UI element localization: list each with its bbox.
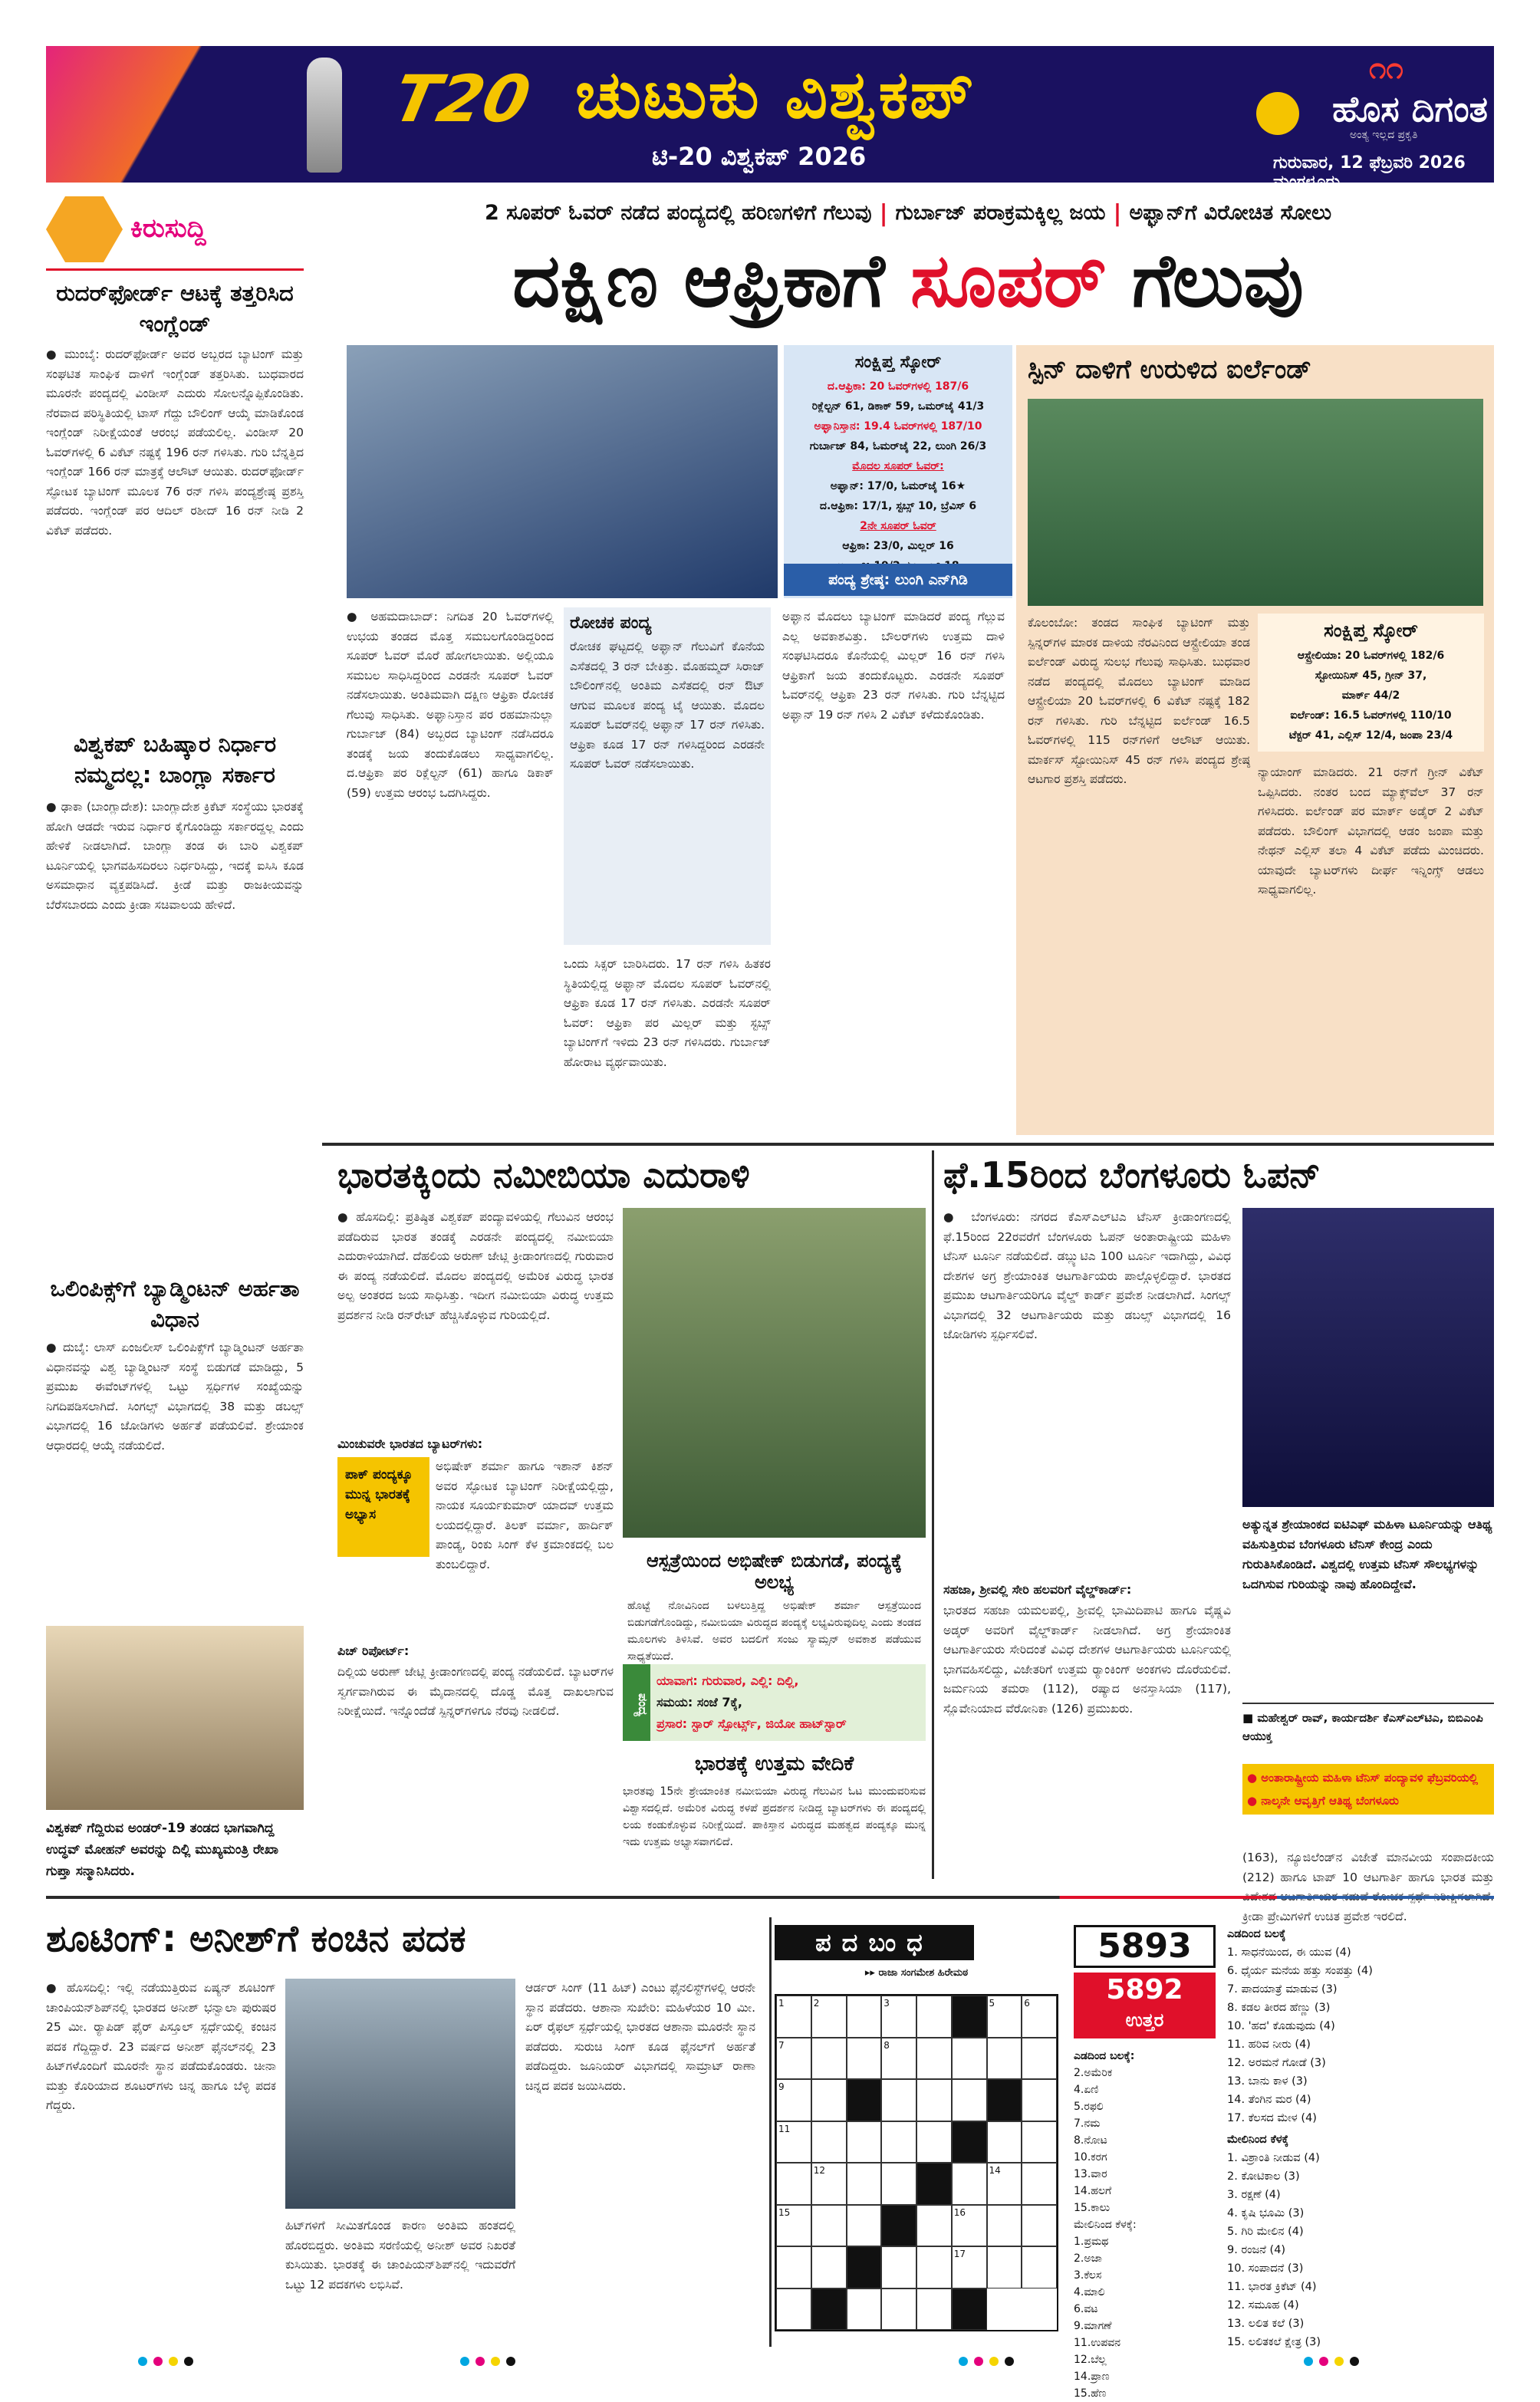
highlight: ● ನಾಲ್ಕನೇ ಆವೃತ್ತಿಗೆ ಆತಿಥ್ಯ ಬೆಂಗಳೂರು (1247, 1794, 1399, 1808)
crossword-cell[interactable] (987, 2079, 1022, 2121)
crossword-cell[interactable] (847, 2038, 882, 2080)
score-line: ಅಫ್ಘಾನಿಸ್ತಾನ: 19.4 ಓವರ್‌ಗಳಲ್ಲಿ 187/10 (814, 420, 982, 433)
highlight-box (1242, 1764, 1494, 1815)
crossword-cell[interactable] (881, 2205, 916, 2247)
crossword-cell[interactable] (881, 2121, 916, 2163)
header-decoration (46, 46, 307, 183)
story-body: ನ್ಯಾಯಾಂಗ್ ಮಾಡಿದರು. 21 ರನ್‌ಗೆ ಗ್ರೀನ್ ವಿಕೆಟ್ ಒಪ್ಪಿಸಿದರು. ನಂತರ ಬಂದ ಮ್ಯಾಕ್ಸ್‌ವೆಲ್ 37 ರನ್ ಗಳಿಸಿದರು. ಐರ್ಲೆಂಡ್ ಪರ ಮಾರ್ಕ್ ಅಡೈರ್ 2 ವಿಕೆಟ್ ಪಡೆದರು. ಬೌಲಿಂಗ್ ವಿಭಾಗದಲ್ಲಿ ಆಡಂ ಜಂಪಾ ಮತ್ತು ನೇಥನ್ ಎಲ್ಲಿಸ್ ತಲಾ 4 ವಿಕೆಟ್ ಪಡೆದು ಮಿಂಚಿದರು. ಯಾವುದೇ ಬ್ಯಾಟರ್‌ಗಳು ದೀರ್ಘ ಇನ್ನಿಂಗ್ಸ್ ಆಡಲು ಸಾಧ್ಯವಾಗಲಿಲ್ಲ. (1258, 765, 1484, 897)
story-body: ● ಹೊಸದಿಲ್ಲಿ: ಇಲ್ಲಿ ನಡೆಯುತ್ತಿರುವ ಏಷ್ಯನ್ ಶೂಟಿಂಗ್ ಚಾಂಪಿಯನ್‌ಶಿಪ್‌ನಲ್ಲಿ ಭಾರತದ ಅನೀಶ್ ಭನ್ವಾಲಾ ಪುರುಷರ 25 ಮೀ. ರ‍್ಯಾಪಿಡ್ ಫೈರ್ ಪಿಸ್ತೂಲ್ ಸ್ಪರ್ಧೆಯಲ್ಲಿ ಕಂಚಿನ ಪದಕ ಗೆದ್ದಿದ್ದಾರೆ. 23 ವರ್ಷದ ಅನೀಶ್ ಫೈನಲ್‌ನಲ್ಲಿ 23 ಹಿಟ್‌ಗಳೊಂದಿಗೆ ಮೂರನೇ ಸ್ಥಾನ ಪಡೆದುಕೊಂಡರು. ಚೀನಾ ಮತ್ತು ಕೊರಿಯಾದ ಶೂಟರ್‌ಗಳು ಚಿನ್ನ ಹಾಗೂ ಬೆಳ್ಳಿ ಪದಕ ಗೆದ್ದರು. (46, 1981, 276, 2112)
crossword-cell[interactable] (847, 2288, 882, 2331)
news-photo (46, 1626, 304, 1810)
crossword-cell[interactable] (1022, 2079, 1057, 2121)
story-body: (163), ನ್ಯೂಜಿಲೆಂಡ್‌ನ ವಿಜೇತೆ ಮಾನವೀಯ ಸಂಪಾದಕೀಯ (212) ಹಾಗೂ ಟಾಪ್ 10 ಆಟಗಾರ್ತಿ ಹಾಗೂ ಭಾರತ ಮತ್ತು ಕ್ರೀಡಾ ಪ್ರೇಮಿಗಳಿಗೆ ಉಚಿತ ಪ್ರವೇಶ ಇರಲಿದೆ. (1242, 1851, 1494, 1923)
score-line: ಐರ್ಲೆಂಡ್: 16.5 ಓವರ್‌ಗಳಲ್ಲಿ 110/10 (1290, 709, 1452, 722)
story-body: ● ದುಬೈ: ಲಾಸ್ ಏಂಜಲೀಸ್ ಒಲಿಂಪಿಕ್ಸ್‌ಗೆ ಬ್ಯಾಡ್ಮಿಂಟನ್ ಅರ್ಹತಾ ವಿಧಾನವನ್ನು ವಿಶ್ವ ಬ್ಯಾಡ್ಮಿಂಟನ್ ಸಂಸ್ಥೆ ಬಿಡುಗಡೆ ಮಾಡಿದ್ದು, 5 ಪ್ರಮುಖ ಈವೆಂಟ್‌ಗಳಲ್ಲಿ ಒಟ್ಟು ಸ್ಪರ್ಧಿಗಳ ಸಂಖ್ಯೆಯನ್ನು ನಿಗದಿಪಡಿಸಲಾಗಿದೆ. ಸಿಂಗಲ್ಸ್ ವಿಭಾಗದಲ್ಲಿ 38 ಮತ್ತು ಡಬಲ್ಸ್ ವಿಭಾಗದಲ್ಲಿ 16 ಜೋಡಿಗಳು ಅರ್ಹತೆ ಪಡೆಯಲಿವೆ. ಶ್ರೇಯಾಂಕ ಆಧಾರದಲ್ಲಿ ಆಯ್ಕೆ ನಡೆಯಲಿದೆ. (46, 1341, 304, 1453)
answer: 2.ಅಜಾ (1074, 2252, 1102, 2265)
crossword-cell[interactable] (952, 2288, 987, 2331)
crossword-cell[interactable] (811, 2121, 847, 2163)
prev-label: ಉತ್ತರ (1125, 2009, 1164, 2031)
section-title: ಚುಟುಕು ವಿಶ್ವಕಪ್ (575, 57, 976, 133)
crossword-cell[interactable]: 8 (881, 2038, 916, 2080)
story-body: ● ಹೊಸದಿಲ್ಲಿ: ಪ್ರತಿಷ್ಠಿತ ವಿಶ್ವಕಪ್ ಪಂದ್ಯಾವಳಿಯಲ್ಲಿ ಗೆಲುವಿನ ಆರಂಭ ಪಡೆದಿರುವ ಭಾರತ ತಂಡಕ್ಕೆ ಎರಡನೇ ಪಂದ್ಯದಲ್ಲಿ ನಮೀಬಿಯಾ ಎದುರಾಳಿಯಾಗಿದೆ. ದೆಹಲಿಯ ಅರುಣ್ ಜೇಟ್ಲಿ ಕ್ರೀಡಾಂಗಣದಲ್ಲಿ ಗುರುವಾರ ಈ ಪಂದ್ಯ ನಡೆಯಲಿದೆ. ಮೊದಲ ಪಂದ್ಯದಲ್ಲಿ ಅಮೆರಿಕ ವಿರುದ್ಧ ಭಾರತ ಅಲ್ಪ ಅಂತರದ ಜಯ ಸಾಧಿಸಿತ್ತು. ಇದೀಗ ನಮೀಬಿಯಾ ವಿರುದ್ಧ ಉತ್ತಮ ಪ್ರದರ್ಶನ ನೀಡಿ ರನ್‌ರೇಟ್ ಹೆಚ್ಚಿಸಿಕೊಳ್ಳುವ ಗುರಿಯಲ್ಲಿದೆ. (337, 1210, 614, 1322)
page-number: ೧೧ (1369, 51, 1403, 86)
clue-down: 13. ಲಲಿತ ಕಲೆ (3) (1227, 2318, 1305, 2330)
clue-across: 1. ಸಾಧನೆಯಿಂದ, ಈ ಯುವ (4) (1227, 1946, 1351, 1959)
crossword-cell[interactable]: 3 (881, 1996, 916, 2038)
clue-down: 10. ಸಂಪಾದನೆ (3) (1227, 2262, 1304, 2275)
crossword-cell[interactable]: 2 (811, 1996, 847, 2038)
callout-box: ಪಾಕ್ ಪಂದ್ಯಕ್ಕೂ ಮುನ್ನ ಭಾರತಕ್ಕೆ ಅಭ್ಯಾಸ (337, 1457, 429, 1557)
crossword-cell[interactable] (952, 2079, 987, 2121)
crossword-cell[interactable] (987, 2038, 1022, 2080)
crossword-cell[interactable] (881, 2246, 916, 2288)
clue-down: 12. ಸಮೂಹ (4) (1227, 2299, 1299, 2312)
crossword-cell[interactable]: 5 (987, 1996, 1022, 2038)
masthead (46, 46, 1494, 192)
story-headline: ಭಾರತಕ್ಕೆ ಉತ್ತಮ ವೇದಿಕೆ (694, 1752, 854, 1775)
story-body: ಕೊಲಂಬೋ: ತಂಡದ ಸಾಂಘಿಕ ಬ್ಯಾಟಿಂಗ್ ಮತ್ತು ಸ್ಪಿನ್ನರ್‌ಗಳ ಮಾರಕ ದಾಳಿಯ ನೆರವಿನಿಂದ ಆಸ್ಟ್ರೇಲಿಯಾ ತಂಡ ಐರ್ಲೆಂಡ್ ವಿರುದ್ಧ ಸುಲಭ ಗೆಲುವು ಸಾಧಿಸಿತು. ಬುಧವಾರ ನಡೆದ ಪಂದ್ಯದಲ್ಲಿ ಮೊದಲು ಬ್ಯಾಟಿಂಗ್ ಮಾಡಿದ ಆಸ್ಟ್ರೇಲಿಯಾ 20 ಓವರ್‌ಗಳಲ್ಲಿ 6 ವಿಕೆಟ್ ನಷ್ಟಕ್ಕೆ 182 ರನ್ ಗಳಿಸಿತು. ಗುರಿ ಬೆನ್ನಟ್ಟಿದ ಐರ್ಲೆಂಡ್ 16.5 ಓವರ್‌ಗಳಲ್ಲಿ 115 ರನ್‌ಗಳಿಗೆ ಆಲೌಟ್ ಆಯಿತು. ಮಾರ್ಕಸ್ ಸ್ಟೋಯಿನಿಸ್ 45 ರನ್ ಗಳಿಸಿ ಪಂದ್ಯದ ಶ್ರೇಷ್ಠ ಆಟಗಾರ ಪ್ರಶಸ್ತಿ ಪಡೆದರು. (1028, 616, 1250, 786)
score-line: ರಿಕ್ಲೆಲ್ಟನ್ 61, ಡಿಕಾಕ್ 59, ಒಮರ್‌ಜೈ 41/3 (811, 400, 985, 413)
crossword-cell[interactable] (916, 2288, 952, 2331)
story-body: ಭಾರತವು 15ನೇ ಶ್ರೇಯಾಂಕಿತ ನಮೀಬಿಯಾ ವಿರುದ್ಧ ಗೆಲುವಿನ ಓಟ ಮುಂದುವರಿಸುವ ವಿಶ್ವಾಸದಲ್ಲಿದೆ. ಅಮೆರಿಕ ವಿರುದ್ಧ ಕಳಪೆ ಪ್ರದರ್ಶನ ನೀಡಿದ್ದ ಬ್ಯಾಟರ್‌ಗಳು ಈ ಪಂದ್ಯದಲ್ಲಿ ಲಯ ಕಂಡುಕೊಳ್ಳುವ ನಿರೀಕ್ಷೆಯಿದೆ. ಪಾಕಿಸ್ತಾನ ವಿರುದ್ಧದ ಮಹತ್ವದ ಪಂದ್ಯಕ್ಕೂ ಮುನ್ನ ಇದು ಉತ್ತಮ ಅಭ್ಯಾಸವಾಗಲಿದೆ. (623, 1785, 926, 1848)
newspaper-name: ಹೊಸ ದಿಗಂತ (1332, 88, 1488, 130)
crossword-cell[interactable] (1022, 2163, 1057, 2205)
hand-icon (46, 196, 123, 262)
crossword-cell[interactable]: 17 (952, 2246, 987, 2288)
answer: ಮೇಲಿನಿಂದ ಕೆಳಕ್ಕೆ: (1074, 2219, 1137, 2231)
trophy-icon (307, 58, 342, 173)
answers-title: ಎಡದಿಂದ ಬಲಕ್ಕೆ: (1074, 2050, 1135, 2062)
crossword-cell[interactable] (952, 2163, 987, 2205)
crossword-cell[interactable] (811, 2288, 847, 2331)
crossword-cell[interactable] (847, 2121, 882, 2163)
crossword-cell[interactable] (811, 2038, 847, 2080)
crossword-cell[interactable] (847, 2163, 882, 2205)
score-box (1258, 614, 1484, 752)
main-headline: ದಕ್ಷಿಣ ಆಫ್ರಿಕಾಗೆ ಸೂಪರ್ ಗೆಲುವು (512, 238, 1304, 324)
story-body: ಹಿಟ್‌ಗಳಿಗೆ ಸೀಮಿತಗೊಂಡ ಕಾರಣ ಅಂತಿಮ ಹಂತದಲ್ಲಿ ಹೊರಬಿದ್ದರು. ಅಂತಿಮ ಸರಣಿಯಲ್ಲಿ ಅನೀಶ್ ಅವರ ನಿಖರತೆ ಕುಸಿಯಿತು. ಭಾರತಕ್ಕೆ ಈ ಚಾಂಪಿಯನ್‌ಶಿಪ್‌ನಲ್ಲಿ ಇದುವರೆಗೆ ಒಟ್ಟು 12 ಪದಕಗಳು ಲಭಿಸಿವೆ. (285, 2219, 515, 2292)
kirusuddi-label (46, 196, 304, 262)
crossword-cell[interactable] (916, 2079, 952, 2121)
score-line: ದ.ಆಫ್ರಿಕಾ: 20 ಓವರ್‌ಗಳಲ್ಲಿ 187/6 (827, 380, 969, 393)
score-line: ಅಫ್ಘಾನ್: 17/0, ಓಮರ್‌ಜೈ 16★ (830, 480, 966, 492)
print-registration-dots (138, 2354, 199, 2365)
crossword-cell[interactable] (1022, 2246, 1057, 2288)
story-body: ಭಾರತದ ಸಹಜಾ ಯಮಲಪಲ್ಲಿ, ಶ್ರೀವಲ್ಲಿ ಭಾಮಿದಿಪಾಟಿ ಹಾಗೂ ವೈಷ್ಣವಿ ಅಡ್ಕರ್ ಅವರಿಗೆ ವೈಲ್ಡ್‌ಕಾರ್ಡ್ ನೀಡಲಾಗಿದೆ. ಅಗ್ರ ಶ್ರೇಯಾಂಕಿತ ಆಟಗಾರ್ತಿಯರು ಸೇರಿದಂತೆ ವಿವಿಧ ದೇಶಗಳ ಆಟಗಾರ್ತಿಯರು ಟೂರ್ನಿಯಲ್ಲಿ ಭಾಗವಹಿಸಲಿದ್ದು, ವಿಜೇತರಿಗೆ ಉತ್ತಮ ರ‍್ಯಾಂಕಿಂಗ್ ಅಂಕಗಳು ದೊರೆಯಲಿವೆ. ಜರ್ಮನಿಯ ತಮರಾ (112), ರಷ್ಯಾದ ಅನಸ್ತಾಸಿಯಾ (117), ಸ್ಲೊವೇನಿಯಾದ ವೆರೋನಿಕಾ (126) ಪ್ರಮುಖರು. (943, 1604, 1231, 1716)
crossword-cell[interactable] (916, 2121, 952, 2163)
clue-across: 17. ಕೆಲಸದ ಮೇಳ (4) (1227, 2112, 1317, 2124)
sidebar-body: ರೋಚಕ ಘಟ್ಟದಲ್ಲಿ ಅಫ್ಘಾನ್ ಗೆಲುವಿಗೆ ಕೊನೆಯ ಎಸೆತದಲ್ಲಿ 3 ರನ್ ಬೇಕಿತ್ತು. ಮೊಹಮ್ಮದ್ ಸಿರಾಜ್ ಬೌಲಿಂಗ್‌ನಲ್ಲಿ ಅಂತಿಮ ಎಸೆತದಲ್ಲಿ ರನ್ ಔಟ್ ಆಗುವ ಮೂಲಕ ಪಂದ್ಯ ಟೈ ಆಯಿತು. ಮೊದಲ ಸೂಪರ್ ಓವರ್‌ನಲ್ಲಿ ಅಫ್ಘಾನ್ 17 ರನ್ ಗಳಿಸಿತು. ಆಫ್ರಿಕಾ ಕೂಡ 17 ರನ್ ಗಳಿಸಿದ್ದರಿಂದ ಎರಡನೇ ಸೂಪರ್ ಓವರ್ ನಡೆಸಲಾಯಿತು. (570, 640, 765, 771)
story-body: ದಿಲ್ಲಿಯ ಅರುಣ್ ಜೇಟ್ಲಿ ಕ್ರೀಡಾಂಗಣದಲ್ಲಿ ಪಂದ್ಯ ನಡೆಯಲಿದೆ. ಬ್ಯಾಟರ್‌ಗಳ ಸ್ವರ್ಗವಾಗಿರುವ ಈ ಮೈದಾನದಲ್ಲಿ ದೊಡ್ಡ ಮೊತ್ತ ದಾಖಲಾಗುವ ನಿರೀಕ್ಷೆಯಿದೆ. ಇನ್ನೊಂದೆಡೆ ಸ್ಪಿನ್ನರ್‌ಗಳಿಗೂ ನೆರವು ನೀಡಲಿದೆ. (337, 1665, 614, 1718)
score-lines (790, 377, 1006, 576)
crossword-number: 5893 (1074, 1925, 1216, 1968)
crossword-cell[interactable] (881, 2163, 916, 2205)
match-hour: ಸಮಯ: ಸಂಜೆ 7ಕ್ಕೆ, (656, 1695, 742, 1709)
divider (46, 1896, 1494, 1899)
clue-down: 2. ಕೋಟಿಕಾಲ (3) (1227, 2170, 1300, 2183)
subhead: ಸಹಜಾ, ಶ್ರೀವಲ್ಲಿ ಸೇರಿ ಹಲವರಿಗೆ ವೈಲ್ಡ್‌ಕಾರ್ಡ್: (943, 1582, 1132, 1597)
practice-photo (623, 1208, 926, 1538)
story-headline: ಆಸ್ಪತ್ರೆಯಿಂದ ಅಭಿಷೇಕ್ ಬಿಡುಗಡೆ, ಪಂದ್ಯಕ್ಕೆ ಅಲಭ್ಯ (646, 1550, 903, 1593)
answer: 12.ಬೆಲ್ಲ (1074, 2354, 1107, 2366)
crossword-cell[interactable] (916, 1996, 952, 2038)
crossword-cell[interactable]: 1 (776, 1996, 811, 2038)
subhead: ಪಿಚ್ ರಿಪೋರ್ಟ್: (337, 1644, 410, 1658)
crossword-setter: ▸▸ ರಾಜಾ ಸಂಗಮೇಶ ಹಿರೇಮಠ (864, 1967, 969, 1979)
crossword-cell[interactable]: 15 (776, 2205, 811, 2247)
player-of-match: ಪಂದ್ಯ ಶ್ರೇಷ್ಠ: ಲುಂಗಿ ಎನ್‌ಗಿಡಿ (784, 564, 1012, 596)
print-registration-dots (460, 2354, 522, 2365)
score-title: ಸಂಕ್ಷಿಪ್ತ ಸ್ಕೋರ್ (854, 353, 942, 372)
story-headline: ಫೆ.15ರಿಂದ ಬೆಂಗಳೂರು ಓಪನ್ (943, 1154, 1321, 1196)
crossword-cell[interactable] (776, 2246, 811, 2288)
broadcast: ಪ್ರಸಾರ: ಸ್ಟಾರ್ ಸ್ಪೋರ್ಟ್ಸ್, ಜಿಯೋ ಹಾಟ್‌ಸ್ಟಾರ್ (656, 1716, 847, 1731)
cricket-photo (347, 345, 778, 598)
clue-across: 6. ಧೈರ್ಯ ಮನೆಯ ಹತ್ತು ಸಂಪತ್ತು (4) (1227, 1965, 1373, 1977)
crossword-cell[interactable]: 6 (1022, 1996, 1057, 2038)
crossword-cell[interactable] (987, 2121, 1022, 2163)
story-headline: ವಿಶ್ವಕಪ್ ಬಹಿಷ್ಕಾರ ನಿರ್ಧಾರ ನಮ್ಮದಲ್ಲ: ಬಾಂಗ್ಲಾ ಸರ್ಕಾರ (73, 731, 277, 788)
newspaper-tagline: ಅಂತ್ಯ ಇಲ್ಲದ ಪ್ರಕೃತಿ (1350, 129, 1418, 141)
clue-down: 11. ಭಾರತ ಕ್ರಿಕೆಟ್ (4) (1227, 2281, 1317, 2293)
crossword-cell[interactable] (776, 2163, 811, 2205)
clue-across: 11. ಹರಿವ ನೀರು (4) (1227, 2038, 1311, 2051)
quote-author: ■ ಮಹೇಶ್ವರ್ ರಾವ್, ಕಾರ್ಯದರ್ಶಿ ಕೆಎಸ್‌ಎಲ್‌ಟಿಎ, ಬಿಬಿಎಂಪಿ ಆಯುಕ್ತ (1242, 1703, 1494, 1746)
divider (46, 268, 304, 271)
crossword-cell[interactable] (916, 2038, 952, 2080)
crossword-cell[interactable] (811, 2205, 847, 2247)
score-line: 2ನೇ ಸೂಪರ್ ಓವರ್ (860, 520, 936, 532)
kicker-bar: 2 ಸೂಪರ್ ಓವರ್ ನಡೆದ ಪಂದ್ಯದಲ್ಲಿ ಹರಿಣಗಳಿಗೆ ಗೆಲುವು | ಗುರ್ಬಾಜ್ ಪರಾಕ್ರಮಕ್ಕಿಲ್ಲ ಜಯ | ಅಫ್ಘಾನ್‌ಗೆ ವಿರೋಚಿತ ಸೋಲು (484, 199, 1332, 227)
score-line: ಆಸ್ಟ್ರೇಲಿಯಾ: 20 ಓವರ್‌ಗಳಲ್ಲಿ 182/6 (1297, 650, 1445, 662)
crossword-cell[interactable]: 9 (776, 2079, 811, 2121)
clue-across: 12. ಅರಮನೆ ಗೋಡೆ (3) (1227, 2057, 1326, 2069)
answer: 15.ಹೆಣ (1074, 2387, 1107, 2400)
story-body: ಅಫ್ಘಾನ ಮೊದಲು ಬ್ಯಾಟಿಂಗ್ ಮಾಡಿದರೆ ಪಂದ್ಯ ಗೆಲ್ಲುವ ಎಲ್ಲ ಅವಕಾಶವಿತ್ತು. ಬೌಲರ್‌ಗಳು ಉತ್ತಮ ದಾಳಿ ಸಂಘಟಿಸಿದರೂ ಕೊನೆಯಲ್ಲಿ ಮಿಲ್ಲರ್ 16 ರನ್ ಗಳಿಸಿ ಆಫ್ರಿಕಾಗೆ ಜಯ ತಂದುಕೊಟ್ಟರು. ಎರಡನೇ ಸೂಪರ್ ಓವರ್‌ನಲ್ಲಿ ಆಫ್ರಿಕಾ 23 ರನ್ ಗಳಿಸಿತು. ಗುರಿ ಬೆನ್ನಟ್ಟಿದ ಅಫ್ಘಾನ್ 19 ರನ್ ಗಳಿಸಿ 2 ವಿಕೆಟ್ ಕಳೆದುಕೊಂಡಿತು. (782, 610, 1005, 722)
story-body: ● ಮುಂಬೈ: ರುದರ್‌ಫೋರ್ಡ್ ಅವರ ಅಬ್ಬರದ ಬ್ಯಾಟಿಂಗ್ ಮತ್ತು ಸಂಘಟಿತ ಸಾಂಘಿಕ ದಾಳಿಗೆ ಇಂಗ್ಲೆಂಡ್ ತತ್ತರಿಸಿತು. ಬುಧವಾರದ ಮೂರನೇ ಪಂದ್ಯದಲ್ಲಿ ವಿಂಡೀಸ್ ಎದುರು ಸೋಲನ್ನೊಪ್ಪಿಕೊಂಡಿತು. ನೆರವಾದ ಪರಿಸ್ಥಿತಿಯಲ್ಲಿ ಟಾಸ್ ಗೆದ್ದು ಬೌಲಿಂಗ್ ಆಯ್ಕೆ ಮಾಡಿಕೊಂಡ ಇಂಗ್ಲೆಂಡ್ ನಿರೀಕ್ಷೆಯಂತೆ ಆರಂಭ ಪಡೆಯಲಿಲ್ಲ. ವಿಂಡೀಸ್ 20 ಓವರ್‌ಗಳಲ್ಲಿ 6 ವಿಕೆಟ್ ನಷ್ಟಕ್ಕೆ 196 ರನ್ ಗಳಿಸಿತು. ಗುರಿ ಬೆನ್ನತ್ತಿದ ಇಂಗ್ಲೆಂಡ್ 166 ರನ್ ಮಾತ್ರಕ್ಕೆ ಆಲೌಟ್ ಆಯಿತು. ರುದರ್‌ಫೋರ್ಡ್ ಸ್ಫೋಟಕ ಬ್ಯಾಟಿಂಗ್ ಮೂಲಕ 76 ರನ್ ಗಳಿಸಿ ಪಂದ್ಯಶ್ರೇಷ್ಠ ಪ್ರಶಸ್ತಿ ಪಡೆದರು. ಇಂಗ್ಲೆಂಡ್ ಪರ ಆದಿಲ್ ರಶೀದ್ 16 ರನ್ ನೀಡಿ 2 ವಿಕೆಟ್ ಪಡೆದರು. (46, 347, 304, 538)
answer: 4.ಮಾಲಿ (1074, 2286, 1105, 2298)
crossword-cell[interactable] (1022, 2121, 1057, 2163)
clue-down: 15. ಲಲಿತಕಲೆ ಕ್ಷೇತ್ರ (3) (1227, 2336, 1321, 2348)
answer: 11.ಉಪವನ (1074, 2337, 1120, 2349)
crossword-cell[interactable] (916, 2163, 952, 2205)
crossword-cell[interactable]: 7 (776, 2038, 811, 2080)
story-body: ● ಢಾಕಾ (ಬಾಂಗ್ಲಾದೇಶ): ಬಾಂಗ್ಲಾದೇಶ ಕ್ರಿಕೆಟ್ ಸಂಸ್ಥೆಯು ಭಾರತಕ್ಕೆ ಹೋಗಿ ಆಡದೇ ಇರುವ ನಿರ್ಧಾರ ಕೈಗೊಂಡಿದ್ದು ಸರ್ಕಾರದ್ದಲ್ಲ ಎಂದು ಹೇಳಿಕೆ ನೀಡಲಾಗಿದೆ. ಬಾಂಗ್ಲಾ ತಂಡ ಈ ಬಾರಿ ವಿಶ್ವಕಪ್ ಟೂರ್ನಿಯಲ್ಲಿ ಭಾಗವಹಿಸದಿರಲು ನಿರ್ಧರಿಸಿದ್ದು, ಇದಕ್ಕೆ ಐಸಿಸಿ ಕೂಡ ಅಸಮಾಧಾನ ವ್ಯಕ್ತಪಡಿಸಿದೆ. ಕ್ರೀಡೆ ಮತ್ತು ರಾಜಕೀಯವನ್ನು ಬೆರೆಸಬಾರದು ಎಂದು ಕ್ರೀಡಾ ಸಚಿವಾಲಯ ಹೇಳಿದೆ. (46, 800, 304, 912)
kicker: 2 ಸೂಪರ್ ಓವರ್ ನಡೆದ ಪಂದ್ಯದಲ್ಲಿ ಹರಿಣಗಳಿಗೆ ಗೆಲುವು (484, 201, 872, 225)
answer: 4.ಏಣಿ (1074, 2084, 1099, 2096)
kicker: ಗುರ್ಬಾಜ್ ಪರಾಕ್ರಮಕ್ಕಿಲ್ಲ ಜಯ (895, 201, 1106, 225)
crossword-title: ಪದಬಂಧ (775, 1925, 974, 1960)
story-body: ಹೊಟ್ಟೆ ನೋವಿನಿಂದ ಬಳಲುತ್ತಿದ್ದ ಅಭಿಷೇಕ್ ಶರ್ಮಾ ಆಸ್ಪತ್ರೆಯಿಂದ ಬಿಡುಗಡೆಗೊಂಡಿದ್ದು, ನಮೀಬಿಯಾ ವಿರುದ್ಧದ ಪಂದ್ಯಕ್ಕೆ ಲಭ್ಯವಿರುವುದಿಲ್ಲ ಎಂದು ತಂಡದ ಮೂಲಗಳು ತಿಳಿಸಿವೆ. ಅವರ ಬದಲಿಗೆ ಸಂಜು ಸ್ಯಾಮ್ಸನ್ ಅವಕಾಶ ಪಡೆಯುವ ಸಾಧ್ಯತೆಯಿದೆ. (627, 1600, 921, 1663)
story-body: ● ಅಹಮದಾಬಾದ್: ನಿಗದಿತ 20 ಓವರ್‌ಗಳಲ್ಲಿ ಉಭಯ ತಂಡದ ಮೊತ್ತ ಸಮಬಲಗೊಂಡಿದ್ದರಿಂದ ಸೂಪರ್ ಓವರ್ ಮೊರೆ ಹೋಗಲಾಯಿತು. ಅಲ್ಲಿಯೂ ಸಮಬಲ ಸಾಧಿಸಿದ್ದರಿಂದ ಎರಡನೇ ಸೂಪರ್ ಓವರ್ ನಡೆಸಲಾಯಿತು. ಅಂತಿಮವಾಗಿ ದಕ್ಷಿಣ ಆಫ್ರಿಕಾ ರೋಚಕ ಗೆಲುವು ಸಾಧಿಸಿತು. ಅಫ್ಘಾನಿಸ್ತಾನ ಪರ ರಹಮಾನುಲ್ಲಾ ಗುರ್ಬಾಜ್ (84) ಅಬ್ಬರದ ಬ್ಯಾಟಿಂಗ್ ನಡೆಸಿದರೂ ತಂಡಕ್ಕೆ ಜಯ ತಂದುಕೊಡಲು ಸಾಧ್ಯವಾಗಲಿಲ್ಲ. ದ.ಆಫ್ರಿಕಾ ಪರ ರಿಕ್ಲೆಲ್ಟನ್ (61) ಹಾಗೂ ಡಿಕಾಕ್ (59) ಉತ್ತಮ ಆರಂಭ ಒದಗಿಸಿದ್ದರು. (347, 610, 554, 800)
answer: 2.ಅಮೆರಿಕ (1074, 2067, 1113, 2079)
story-body: ● ಬೆಂಗಳೂರು: ನಗರದ ಕೆಎಸ್‌ಎಲ್‌ಟಿಎ ಟೆನಿಸ್ ಕ್ರೀಡಾಂಗಣದಲ್ಲಿ ಫೆ.15ರಿಂದ 22ರವರೆಗೆ ಬೆಂಗಳೂರು ಓಪನ್ ಅಂತಾರಾಷ್ಟ್ರೀಯ ಮಹಿಳಾ ಟೆನಿಸ್ ಟೂರ್ನಿ ನಡೆಯಲಿದೆ. ಡಬ್ಲ್ಯುಟಿಎ 100 ಟೂರ್ನಿ ಇದಾಗಿದ್ದು, ವಿವಿಧ ದೇಶಗಳ ಅಗ್ರ ಶ್ರೇಯಾಂಕಿತ ಆಟಗಾರ್ತಿಯರು ಪಾಲ್ಗೊಳ್ಳಲಿದ್ದಾರೆ. ಭಾರತದ ಪ್ರಮುಖ ಆಟಗಾರ್ತಿಯರಿಗೂ ವೈಲ್ಡ್ ಕಾರ್ಡ್ ಪ್ರವೇಶ ನೀಡಲಾಗಿದೆ. ಸಿಂಗಲ್ಸ್ ವಿಭಾಗದಲ್ಲಿ 32 ಆಟಗಾರ್ತಿಯರು ಮತ್ತು ಡಬಲ್ಸ್ ವಿಭಾಗದಲ್ಲಿ 16 ಜೋಡಿಗಳು ಸ್ಪರ್ಧಿಸಲಿವೆ. (943, 1210, 1231, 1341)
abhishek-box (623, 1545, 926, 1663)
answer: 3.ಕೆಲಸ (1074, 2269, 1102, 2282)
t20-logo: T20 (387, 61, 537, 137)
story-headline: ಸ್ಪಿನ್ ದಾಳಿಗೆ ಉರುಳಿದ ಐರ್ಲೆಂಡ್ (1028, 354, 1311, 385)
clue-down: 9. ರಂಜನೆ (4) (1227, 2244, 1286, 2256)
crossword-cell[interactable] (1022, 2038, 1057, 2080)
answer: 7.ನಮ (1074, 2117, 1101, 2130)
clue-across: 13. ಬಾನು ಕಾಳ (3) (1227, 2075, 1308, 2088)
answer-box (1074, 1973, 1216, 2038)
score-lines (1264, 646, 1478, 745)
story-headline: ಒಲಿಂಪಿಕ್ಸ್‌ಗೆ ಬ್ಯಾಡ್ಮಿಂಟನ್ ಅರ್ಹತಾ ವಿಧಾನ (50, 1275, 300, 1332)
score-title: ಸಂಕ್ಷಿಪ್ತ ಸ್ಕೋರ್ (1324, 620, 1418, 641)
clue-across: 8. ಕಡಲ ತೀರದ ಹೆಣ್ಣು (3) (1227, 2002, 1331, 2014)
divider (932, 1150, 934, 1879)
story-headline: ಶೂಟಿಂಗ್: ಅನೀಶ್‌ಗೆ ಕಂಚಿನ ಪದಕ (46, 1917, 466, 1960)
kirusuddi-text: ಕಿರುಸುದ್ದಿ (130, 213, 206, 244)
crossword-cell[interactable] (776, 2288, 811, 2331)
kicker: ಅಫ್ಘಾನ್‌ಗೆ ವಿರೋಚಿತ ಸೋಲು (1129, 201, 1332, 225)
score-box (784, 345, 1012, 598)
clue-down: 5. ಗಿರಿ ಮೇಲಿನ (4) (1227, 2226, 1304, 2238)
score-line: ಮಾರ್ಕ್ 44/2 (1341, 689, 1400, 702)
section-subtitle: ಟಿ-20 ವಿಶ್ವಕಪ್ 2026 (652, 142, 867, 171)
divider (322, 1143, 1494, 1146)
sidebar-box (564, 607, 771, 945)
story-headline: ರುದರ್‌ಫೋರ್ಡ್ ಆಟಕ್ಕೆ ತತ್ತರಿಸಿದ ಇಂಗ್ಲೆಂಡ್ (56, 280, 294, 337)
answer: 13.ವಾರ (1074, 2168, 1107, 2180)
story-body: ಒಂದು ಸಿಕ್ಸರ್ ಬಾರಿಸಿದರು. 17 ರನ್ ಗಳಿಸಿ ಹಿತಕರ ಸ್ಥಿತಿಯಲ್ಲಿದ್ದ ಅಫ್ಘಾನ್ ಮೊದಲ ಸೂಪರ್ ಓವರ್‌ನಲ್ಲಿ ಆಫ್ರಿಕಾ ಕೂಡ 17 ರನ್ ಗಳಿಸಿತು. ಎರಡನೇ ಸೂಪರ್ ಓವರ್: ಆಫ್ರಿಕಾ ಪರ ಮಿಲ್ಲರ್ ಮತ್ತು ಸ್ಟಬ್ಸ್ ಬ್ಯಾಟಿಂಗ್‌ಗೆ ಇಳಿದು 23 ರನ್ ಗಳಿಸಿದರು. ಗುರ್ಬಾಜ್ ಹೋರಾಟ ವ್ಯರ್ಥವಾಯಿತು. (564, 957, 771, 1069)
crossword-cell[interactable]: 12 (811, 2163, 847, 2205)
answer: 14.ಹಲಗೆ (1074, 2185, 1112, 2197)
story-body: ಆರ್ಡರ್ ಸಿಂಗ್ (11 ಹಿಟ್) ಎಂಟು ಫೈನಲಿಸ್ಟ್‌ಗಳಲ್ಲಿ ಆರನೇ ಸ್ಥಾನ ಪಡೆದರು. ಆಶಾನಾ ಸುಖೇರಿ: ಮಹಿಳೆಯರ 10 ಮೀ. ಏರ್ ರೈಫಲ್ ಸ್ಪರ್ಧೆಯಲ್ಲಿ ಭಾರತದ ಆಶಾನಾ ಮೂರನೇ ಸ್ಥಾನ ಪಡೆದರು. ಸುರುಚಿ ಸಿಂಗ್ ಕೂಡ ಫೈನಲ್‌ಗೆ ಅರ್ಹತೆ ಪಡೆದಿದ್ದರು. ಜೂನಿಯರ್ ವಿಭಾಗದಲ್ಲಿ ಸಾಮ್ರಾಟ್ ರಾಣಾ ಚಿನ್ನದ ಪದಕ ಜಯಿಸಿದರು. (525, 1981, 755, 2093)
print-registration-dots (959, 2354, 1020, 2365)
crossword-cell[interactable]: 16 (952, 2205, 987, 2247)
info-label: ಪಂದ್ಯ (623, 1664, 650, 1741)
clue-down: 3. ರಕ್ಷಣೆ (4) (1227, 2189, 1281, 2201)
crossword-cell[interactable] (881, 2079, 916, 2121)
answer: 6.ವಟ (1074, 2303, 1098, 2315)
answer: 8.ನೋಟ (1074, 2134, 1107, 2147)
prev-number: 5892 (1106, 1974, 1183, 2006)
crossword-cell[interactable]: 11 (776, 2121, 811, 2163)
crossword-cell[interactable] (916, 2205, 952, 2247)
answer: 10.ಕರಗ (1074, 2151, 1107, 2163)
match-time: ಯಾವಾಗ: ಗುರುವಾರ, ಎಲ್ಲಿ: ದಿಲ್ಲಿ, (656, 1673, 799, 1688)
divider (769, 1917, 772, 2347)
score-line: ದ.ಆಫ್ರಿಕಾ: 17/1, ಸ್ಟಬ್ಸ್ 10, ಬ್ರೆವಿಸ್ 6 (819, 500, 977, 512)
crossword-cell[interactable] (847, 1996, 882, 2038)
highlight: ● ಅಂತಾರಾಷ್ಟ್ರೀಯ ಮಹಿಳಾ ಟೆನಿಸ್ ಪಂದ್ಯಾವಳಿ ಫೆಬ್ರವರಿಯಲ್ಲಿ (1247, 1771, 1479, 1785)
down-title: ಮೇಲಿನಿಂದ ಕೆಳಕ್ಕೆ (1227, 2134, 1289, 2146)
answer: 1.ಪ್ರಮಥ (1074, 2236, 1109, 2248)
story-headline: ಭಾರತಕ್ಕಿಂದು ನಮೀಬಿಯಾ ಎದುರಾಳಿ (337, 1154, 750, 1196)
crossword-cell[interactable] (987, 2205, 1022, 2247)
crossword-cell[interactable] (916, 2246, 952, 2288)
print-registration-dots (1304, 2354, 1365, 2365)
answer: 5.ರಫಲಿ (1074, 2101, 1104, 2113)
crossword-cell[interactable] (952, 1996, 987, 2038)
crossword-cell[interactable] (987, 2246, 1022, 2288)
clue-across: 10. 'ಹದ' ಕೊಡುವುದು (4) (1227, 2020, 1335, 2032)
score-line: ಮೊದಲ ಸೂಪರ್ ಓವರ್: (852, 460, 944, 472)
story-body: ಅಭಿಷೇಕ್ ಶರ್ಮಾ ಹಾಗೂ ಇಶಾನ್ ಕಿಶನ್ ಅವರ ಸ್ಫೋಟಕ ಬ್ಯಾಟಿಂಗ್ ನಿರೀಕ್ಷೆಯಲ್ಲಿದ್ದು, ನಾಯಕ ಸೂರ್ಯಕುಮಾರ್ ಯಾದವ್ ಉತ್ತಮ ಲಯದಲ್ಲಿದ್ದಾರೆ. ತಿಲಕ್ ವರ್ಮಾ, ಹಾರ್ದಿಕ್ ಪಾಂಡ್ಯ, ರಿಂಕು ಸಿಂಗ್ ಕೆಳ ಕ್ರಮಾಂಕದಲ್ಲಿ ಬಲ ತುಂಬಲಿದ್ದಾರೆ. (436, 1459, 614, 1571)
score-line: ಟೆಕ್ಟರ್ 41, ಎಲ್ಲಿಸ್ 12/4, ಜಂಪಾ 23/4 (1288, 729, 1453, 742)
clue-down: 1. ವಿಶ್ರಾಂತಿ ನೀಡುವ (4) (1227, 2152, 1320, 2164)
clues (1227, 1925, 1494, 2351)
crossword-cell[interactable] (847, 2205, 882, 2247)
photo-caption: ವಿಶ್ವಕಪ್ ಗೆದ್ದಿರುವ ಅಂಡರ್-19 ತಂಡದ ಭಾಗವಾಗಿದ್ದ ಉದ್ಧವ್ ಮೋಹನ್ ಅವರನ್ನು ದಿಲ್ಲಿ ಮುಖ್ಯಮಂತ್ರಿ ರೇಖಾ ಗುಪ್ತಾ ಸನ್ಮಾನಿಸಿದರು. (46, 1821, 278, 1879)
issue-date: ಗುರುವಾರ, 12 ಫೆಬ್ರವರಿ 2026 ಮಂಗಳೂರು (1273, 153, 1466, 192)
across-title: ಎಡದಿಂದ ಬಲಕ್ಕೆ (1227, 1928, 1286, 1940)
answer: 15.ಕಾಲು (1074, 2202, 1111, 2214)
clue-down: 4. ಕೃಷಿ ಭೂಮಿ (3) (1227, 2207, 1305, 2219)
quote: ಅತ್ಯುನ್ನತ ಶ್ರೇಯಾಂಕದ ಐಟಿಎಫ್ ಮಹಿಳಾ ಟೂರ್ನಿಯನ್ನು ಆತಿಥ್ಯ ವಹಿಸುತ್ತಿರುವ ಬೆಂಗಳೂರು ಟೆನಿಸ್ ಕೇಂದ್ರ ಎಂದು ಗುರುತಿಸಿಕೊಂಡಿದೆ. ವಿಶ್ವದಲ್ಲಿ ಉತ್ತಮ ಟೆನಿಸ್ ಸೌಲಭ್ಯಗಳನ್ನು ಒದಗಿಸುವ ಗುರಿಯನ್ನು ನಾವು ಹೊಂದಿದ್ದೇವೆ. (1242, 1517, 1492, 1591)
crossword-grid[interactable] (775, 1994, 1058, 2331)
shooter-photo (285, 1979, 515, 2209)
clue-across: 14. ತೆಂಗಿನ ಮರ (4) (1227, 2094, 1311, 2106)
crossword-cell[interactable] (952, 2038, 987, 2080)
answers-list (1074, 2048, 1216, 2402)
score-line: ಸ್ಟೋಯಿನಿಸ್ 45, ಗ್ರೀನ್ 37, (1315, 670, 1427, 682)
crossword-cell[interactable] (881, 2288, 916, 2331)
crossword-cell[interactable] (847, 2079, 882, 2121)
match-info-box (623, 1664, 926, 1741)
crossword-cell[interactable] (811, 2246, 847, 2288)
crossword-cell[interactable] (952, 2121, 987, 2163)
clue-across: 7. ಪಾದಯಾತ್ರೆ ಮಾಡುವ (3) (1227, 1983, 1338, 1996)
crossword-cell[interactable] (1022, 2205, 1057, 2247)
cricket-photo (1028, 399, 1483, 606)
crossword-cell[interactable] (847, 2246, 882, 2288)
crossword-cell[interactable] (811, 2079, 847, 2121)
score-line: ಆಫ್ರಿಕಾ: 23/0, ಮಿಲ್ಲರ್ 16 (842, 540, 954, 552)
answer: 14.ಪ್ರಾಣ (1074, 2371, 1110, 2383)
subhead: ಮಿಂಚುವರೇ ಭಾರತದ ಬ್ಯಾಟರ್‌ಗಳು: (337, 1436, 483, 1451)
tennis-photo (1242, 1208, 1494, 1507)
crossword-cell[interactable]: 14 (987, 2163, 1022, 2205)
answer: 9.ಮಾಗಣೆ (1074, 2320, 1112, 2332)
score-line: ಗುರ್ಬಾಜ್ 84, ಓಮರ್‌ಜೈ 22, ಲುಂಗಿ 26/3 (809, 440, 987, 452)
sidebar-title: ರೋಚಕ ಪಂದ್ಯ (570, 614, 652, 633)
